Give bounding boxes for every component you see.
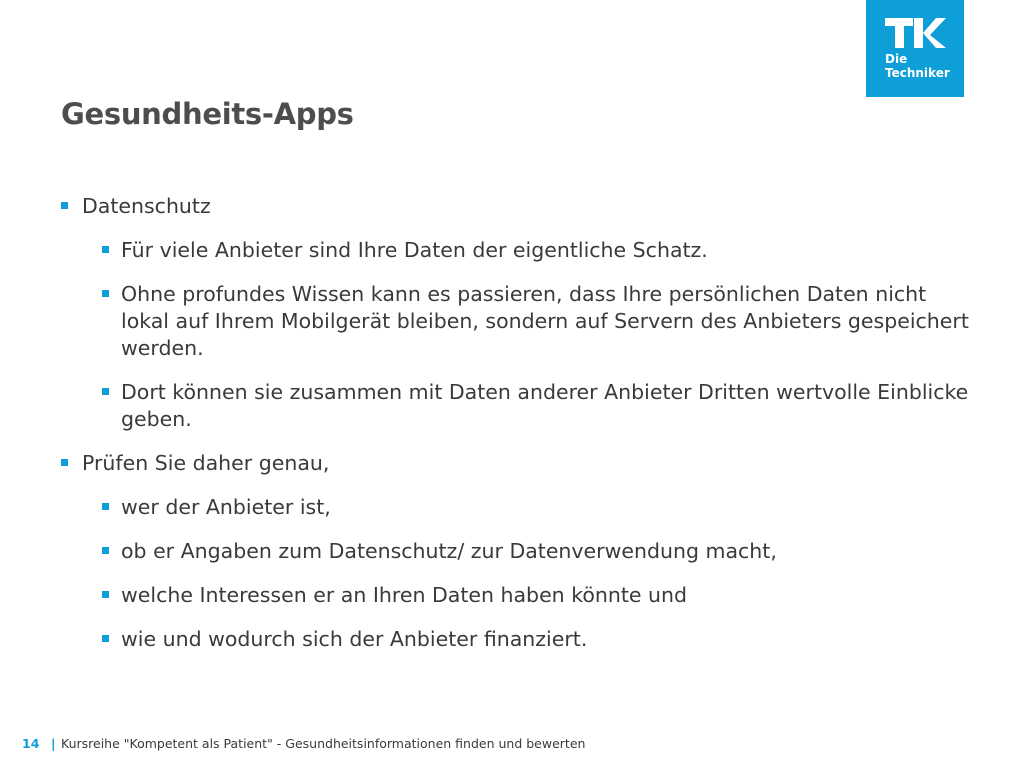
logo-line-die: Die	[885, 52, 908, 66]
bullet-marker-icon	[102, 246, 109, 253]
bullet-item	[61, 193, 971, 220]
sub-bullet-item	[61, 237, 971, 264]
bullet-item	[61, 450, 971, 477]
logo-line-techniker: Techniker	[885, 66, 950, 80]
bullet-text: ob er Angaben zum Datenschutz/ zur Datenverwendung macht,	[121, 539, 777, 563]
bullet-text: wer der Anbieter ist,	[121, 495, 331, 519]
bullet-marker-icon	[102, 591, 109, 598]
bullet-marker-icon	[102, 547, 109, 554]
sub-bullet-item	[61, 626, 971, 653]
bullet-marker-icon	[102, 503, 109, 510]
slide-title: Gesundheits-Apps	[61, 97, 354, 131]
sub-bullet-item	[61, 494, 971, 521]
footer-text: Kursreihe "Kompetent als Patient" - Gesundheitsinformationen finden und bewerten	[61, 736, 586, 751]
logo-wordmark	[885, 52, 950, 80]
footer-separator: |	[51, 736, 56, 751]
bullet-marker-icon	[102, 290, 109, 297]
bullet-text: Für viele Anbieter sind Ihre Daten der eigentliche Schatz.	[121, 238, 708, 262]
bullet-text: wie und wodurch sich der Anbieter finanziert.	[121, 627, 588, 651]
bullet-text: Ohne profundes Wissen kann es passieren, dass Ihre persönlichen Daten nicht lokal auf Ihrem Mobilgerät bleiben, sondern auf Servern des Anbieters gespeichert werden.	[121, 282, 969, 360]
sub-bullet-item	[61, 379, 971, 433]
sub-bullet-item	[61, 582, 971, 609]
bullet-marker-icon	[61, 202, 68, 209]
bullet-marker-icon	[102, 635, 109, 642]
bullet-marker-icon	[61, 459, 68, 466]
bullet-list	[61, 193, 971, 670]
bullet-text: Dort können sie zusammen mit Daten anderer Anbieter Dritten wertvolle Einblicke geben.	[121, 380, 969, 431]
bullet-text: welche Interessen er an Ihren Daten haben könnte und	[121, 583, 688, 607]
bullet-text: Datenschutz	[82, 194, 211, 218]
tk-logo-icon	[866, 0, 964, 97]
tk-logo	[866, 0, 964, 97]
page-number: 14	[22, 736, 40, 751]
sub-bullet-item	[61, 538, 971, 565]
bullet-text: Prüfen Sie daher genau,	[82, 451, 330, 475]
bullet-marker-icon	[102, 388, 109, 395]
sub-bullet-item	[61, 281, 971, 362]
